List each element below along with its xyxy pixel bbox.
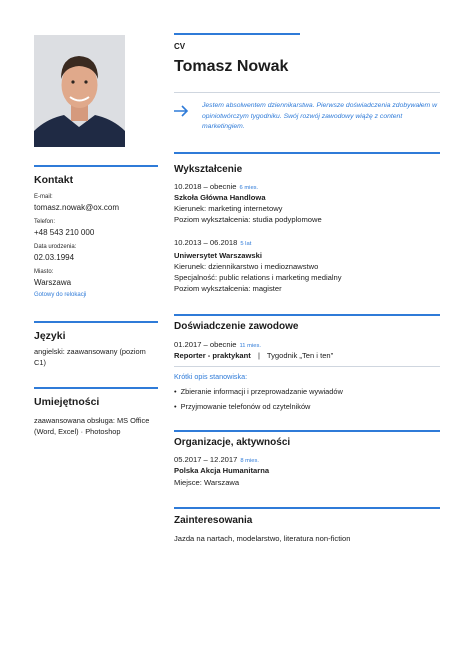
organizations-heading: Organizacje, aktywności bbox=[174, 437, 291, 448]
skills-heading: Umiejętności bbox=[34, 396, 100, 408]
school-direction: Kierunek: dziennikarstwo i medioznawstwo bbox=[174, 262, 319, 271]
phone-value: +48 543 210 000 bbox=[34, 228, 95, 237]
birth-value: 02.03.1994 bbox=[34, 253, 75, 262]
organizations-rule bbox=[174, 430, 440, 432]
education-heading: Wykształcenie bbox=[174, 164, 243, 175]
organization-duration: 8 mies. bbox=[240, 458, 260, 464]
phone-label: Telefon: bbox=[34, 219, 56, 225]
languages-rule bbox=[34, 321, 158, 323]
education-date bbox=[174, 182, 258, 191]
contact-heading: Kontakt bbox=[34, 174, 74, 186]
skills-rule bbox=[34, 387, 158, 389]
relocation-note: Gotowy do relokacji bbox=[34, 292, 87, 298]
interests-text: Jazda na nartach, modelarstwo, literatura non-fiction bbox=[174, 534, 351, 543]
job-title: Reporter - praktykant bbox=[174, 351, 251, 360]
experience-heading: Doświadczenie zawodowe bbox=[174, 321, 299, 332]
email-value: tomasz.nowak@ox.com bbox=[34, 203, 120, 212]
languages-heading: Języki bbox=[34, 330, 66, 342]
summary-divider-top bbox=[174, 92, 440, 93]
job-description-label: Krótki opis stanowiska: bbox=[174, 372, 248, 381]
organization-date-text: 05.2017 – 12.2017 bbox=[174, 455, 238, 464]
cv-label: CV bbox=[174, 42, 186, 51]
education-date-text: 10.2013 – 06.2018 bbox=[174, 238, 238, 247]
city-label: Miasto: bbox=[34, 269, 54, 275]
company-name: Tygodnik „Ten i ten" bbox=[266, 351, 334, 360]
summary-rule bbox=[174, 152, 440, 154]
organization-name: Polska Akcja Humanitarna bbox=[174, 466, 270, 475]
header-rule-top bbox=[174, 33, 300, 35]
arrow-right-icon bbox=[173, 104, 189, 118]
experience-divider bbox=[174, 366, 440, 367]
experience-rule bbox=[174, 314, 440, 316]
languages-text: angielski: zaawansowany (poziom C1) bbox=[34, 347, 146, 367]
school-name: Uniwersytet Warszawski bbox=[174, 251, 262, 260]
education-duration: 6 mies. bbox=[239, 185, 259, 191]
school-direction: Kierunek: marketing internetowy bbox=[174, 204, 283, 213]
task-item: • Przyjmowanie telefonów od czytelników bbox=[174, 402, 310, 411]
experience-duration: 11 mies. bbox=[239, 343, 261, 349]
summary-text: Jestem absolwentem dziennikarstwa. Pierwsze doświadczenia zdobywałem w opiniotwórczym tygodniku. Swój rozwój zawodowy wiążę z content marketingiem. bbox=[202, 102, 437, 130]
experience-date-text: 01.2017 – obecnie bbox=[174, 340, 237, 349]
experience-position-line bbox=[174, 351, 333, 360]
organization-date bbox=[174, 455, 259, 464]
contact-rule bbox=[34, 165, 158, 167]
task-item: • Zbieranie informacji i przeprowadzanie wywiadów bbox=[174, 387, 343, 396]
birth-label: Data urodzenia: bbox=[34, 244, 77, 250]
title-separator: | bbox=[257, 351, 260, 360]
profile-photo bbox=[34, 35, 125, 147]
interests-heading: Zainteresowania bbox=[174, 515, 253, 526]
school-level: Poziom wykształcenia: magister bbox=[174, 284, 282, 293]
organization-place: Miejsce: Warszawa bbox=[174, 478, 240, 487]
education-date bbox=[174, 238, 251, 247]
education-duration: 5 lat bbox=[240, 241, 252, 247]
city-value: Warszawa bbox=[34, 278, 72, 287]
experience-date bbox=[174, 340, 261, 349]
school-name: Szkoła Główna Handlowa bbox=[174, 193, 266, 202]
school-specialty: Specjalność: public relations i marketing medialny bbox=[174, 273, 342, 282]
skills-text: zaawansowana obsługa: MS Office (Word, Excel) · Photoshop bbox=[34, 416, 150, 436]
school-level: Poziom wykształcenia: studia podyplomowe bbox=[174, 215, 322, 224]
email-label: E-mail: bbox=[34, 194, 53, 200]
interests-rule bbox=[174, 507, 440, 509]
candidate-name: Tomasz Nowak bbox=[174, 58, 289, 75]
education-date-text: 10.2018 – obecnie bbox=[174, 182, 237, 191]
